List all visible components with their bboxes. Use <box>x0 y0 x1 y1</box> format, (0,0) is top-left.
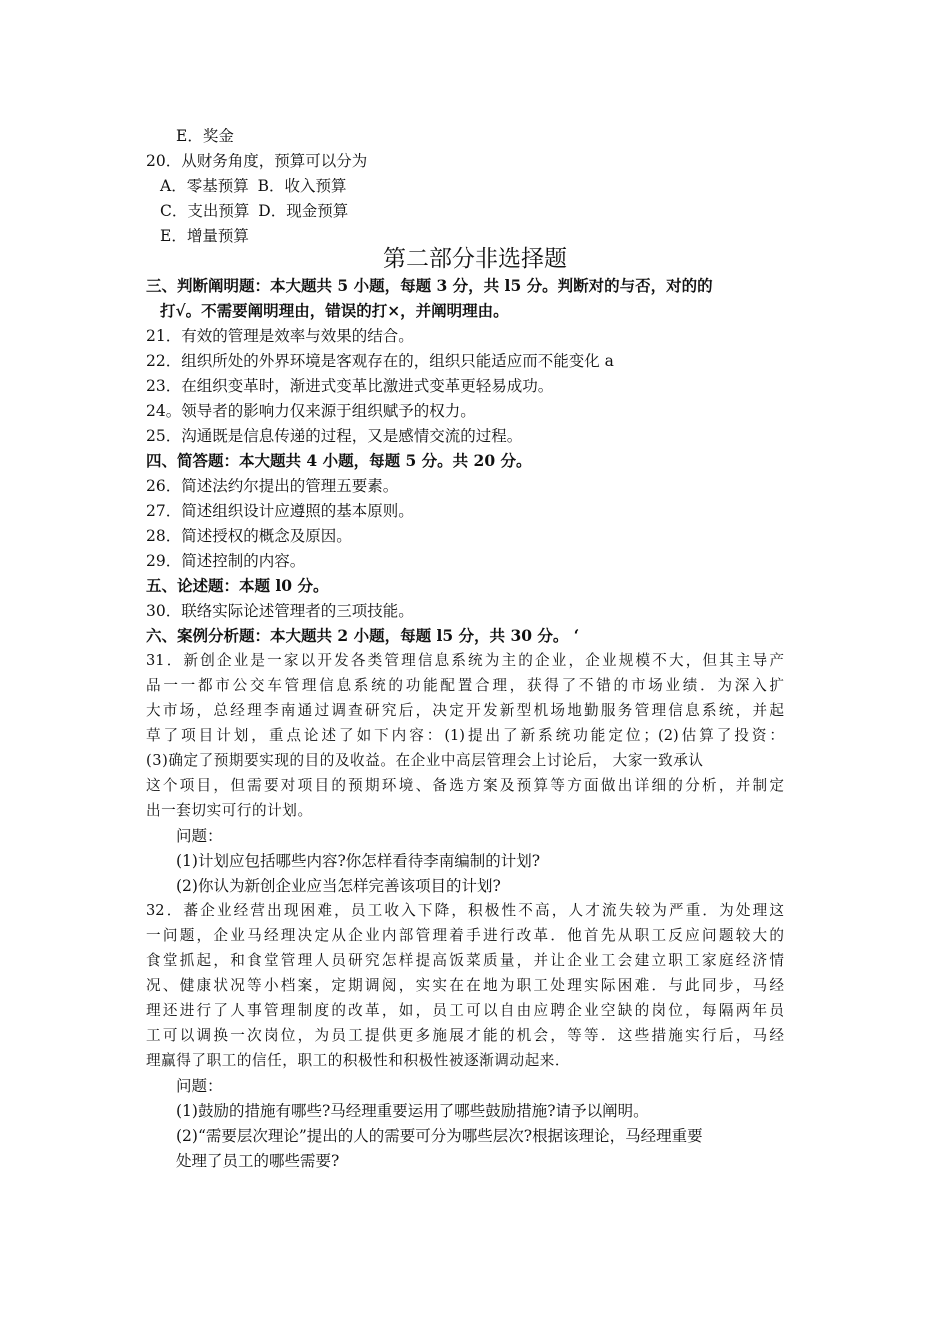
case-31-line: (3)确定了预期要实现的目的及收益。在企业中高层管理会上讨论后， 大家一致承认 <box>146 752 704 769</box>
case-31-line: 品一一都市公交车管理信息系统的功能配置合理，获得了不错的市场业绩．为深入扩 <box>146 677 784 694</box>
question-20-options-ab: A．零基预算 B．收入预算 <box>160 177 347 195</box>
question-25: 25．沟通既是信息传递的过程，又是感情交流的过程。 <box>146 427 523 445</box>
case-31-line: 这个项目，但需要对项目的预期环境、备选方案及预算等方面做出详细的分析，并制定 <box>146 777 784 794</box>
question-29: 29．简述控制的内容。 <box>146 552 306 570</box>
question-23: 23．在组织变革时，渐进式变革比激进式变革更轻易成功。 <box>146 377 554 395</box>
section-4-heading: 四、简答题：本大题共 4 小题，每题 5 分。共 20 分。 <box>146 451 532 470</box>
case-32-question-label: 问题： <box>176 1077 223 1095</box>
case-31-line: 大市场，总经理李南通过调查研究后，决定开发新型机场地勤服务管理信息系统，并起 <box>146 702 784 719</box>
case-32-line: 工可以调换一次岗位，为员工提供更多施展才能的机会，等等．这些措施实行后，马经 <box>146 1027 784 1044</box>
section-5-heading: 五、论述题：本题 l0 分。 <box>146 576 329 595</box>
question-20-options-cd: C．支出预算 D．现金预算 <box>160 202 349 220</box>
case-31-line: 31．新创企业是一家以开发各类管理信息系统为主的企业，企业规模不大，但其主导产 <box>146 652 784 669</box>
case-32-line: 32．蕃企业经营出现困难，员工收入下降，积极性不高，人才流失较为严重．为处理这 <box>146 902 784 919</box>
section-3-heading: 三、判断阐明题：本大题共 5 小题，每题 3 分，共 l5 分。判断对的与否，对的的 <box>146 276 713 295</box>
question-24: 24。领导者的影响力仅来源于组织赋予的权力。 <box>146 402 476 420</box>
question-28: 28．简述授权的概念及原因。 <box>146 527 352 545</box>
part-two-title: 第二部分非选择题 <box>383 246 567 272</box>
case-32-question-2-cont: 处理了员工的哪些需要? <box>176 1152 340 1170</box>
case-32-line: 一问题，企业马经理决定从企业内部管理着手进行改革．他首先从职工反应问题较大的 <box>146 927 784 944</box>
question-30: 30．联络实际论述管理者的三项技能。 <box>146 602 414 620</box>
case-32-line: 理还进行了人事管理制度的改革，如，员工可以自由应聘企业空缺的岗位，每隔两年员 <box>146 1002 784 1019</box>
case-31-line: 草了项目计划，重点论述了如下内容：(1)提出了新系统功能定位；(2)估算了投资： <box>146 727 784 744</box>
case-31-line: 出一套切实可行的计划。 <box>146 802 313 819</box>
case-31-question-label: 问题： <box>176 827 223 845</box>
case-32-question-2: (2)“需要层次理论”提出的人的需要可分为哪些层次?根据该理论，马经理重要 <box>176 1127 703 1145</box>
option-e-bonus: E．奖金 <box>176 127 234 145</box>
question-22: 22．组织所处的外界环境是客观存在的，组织只能适应而不能变化 a <box>146 352 614 370</box>
section-6-heading: 六、案例分析题：本大题共 2 小题，每题 l5 分，共 30 分。 ‘ <box>146 626 580 645</box>
case-31-question-1: (1)计划应包括哪些内容?你怎样看待李南编制的计划? <box>176 852 541 870</box>
question-20: 20．从财务角度，预算可以分为 <box>146 152 368 170</box>
case-32-line: 食堂抓起，和食堂管理人员研究怎样提高饭菜质量，并让企业工会建立职工家庭经济情 <box>146 952 784 969</box>
question-21: 21．有效的管理是效率与效果的结合。 <box>146 327 414 345</box>
question-27: 27．简述组织设计应遵照的基本原则。 <box>146 502 414 520</box>
case-32-line: 况、健康状况等小档案，定期调阅，实实在在地为职工处理实际困难．与此同步，马经 <box>146 977 784 994</box>
section-3-heading-cont: 打√。不需要阐明理由，错误的打×，并阐明理由。 <box>160 301 509 320</box>
case-32-question-1: (1)鼓励的措施有哪些?马经理重要运用了哪些鼓励措施?请予以阐明。 <box>176 1102 649 1120</box>
question-20-option-e: E．增量预算 <box>160 227 249 245</box>
case-31-question-2: (2)你认为新创企业应当怎样完善该项目的计划? <box>176 877 501 895</box>
question-26: 26．简述法约尔提出的管理五要素。 <box>146 477 399 495</box>
case-32-line: 理赢得了职工的信任，职工的积极性和积极性被逐渐调动起来． <box>146 1052 571 1069</box>
